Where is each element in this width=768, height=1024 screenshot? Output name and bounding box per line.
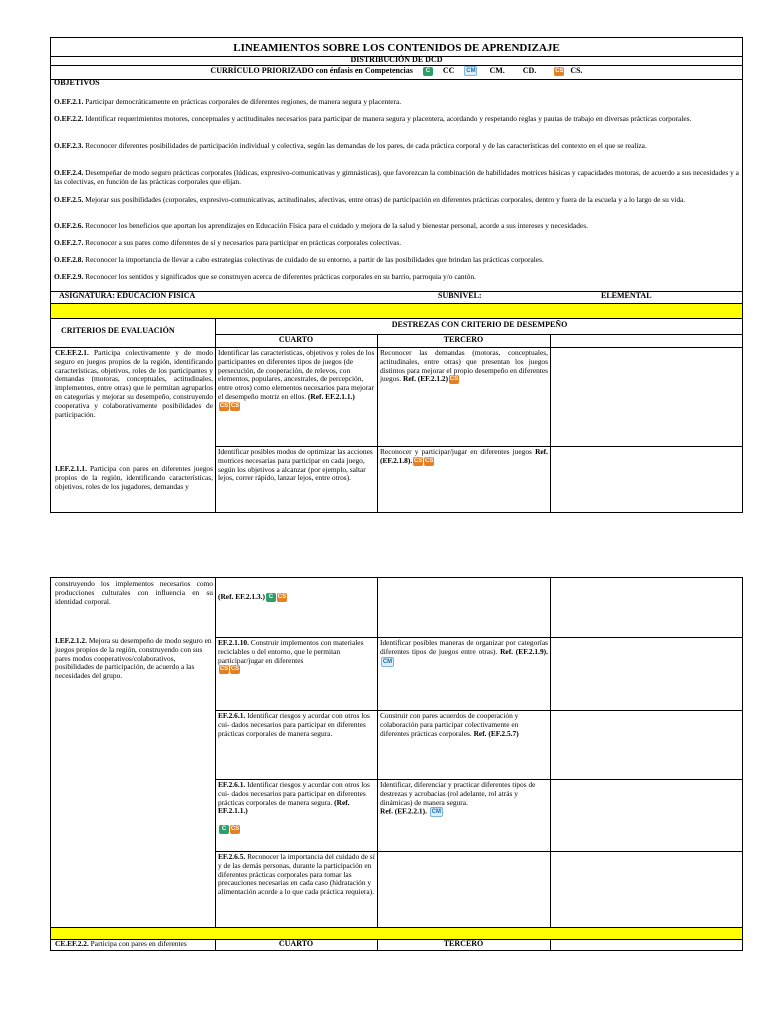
cuarto-ef-2-6-1-a: EF.2.6.1. Identificar riesgos y acordar con otros los cui- dados necesarios para participar en diferentes prácticas corporales de manera segura.: [218, 711, 370, 738]
objetivo-item: O.EF.2.6. Reconocer los beneficios que aportan los aprendizajes en Educación Física para el cuidado y mejora de la salud y bienestar personal, acorde a sus intereses y necesidades.: [54, 221, 588, 230]
tercero-ef-2-5-7: Construir con pares acuerdos de cooperación y colaboración para participar colectivamente en diferentes prácticas corporales. Ref. (EF.2.5.7): [380, 711, 519, 738]
cuarto-ref-2-1-3: (Ref. EF.2.1.3.) C CS: [218, 592, 287, 602]
cuarto-header-2: CUARTO: [278, 939, 314, 948]
tercero-destreza-1: Reconocer las demandas (motoras, conceptuales, actitudinales, entre otras) que presentan los juegos distintos para mejorar el propio desempeño en diferentes juegos. Ref. (EF.2.1.2) CS: [380, 348, 548, 384]
competency-cs-icon: CS: [414, 457, 423, 464]
yellow-band: [51, 304, 742, 318]
comp-cm: CM.: [489, 66, 505, 75]
competency-cs-icon: CS: [277, 594, 287, 600]
objetivo-item: O.EF.2.3. Reconocer diferentes posibilidades de participación individual y colectiva, según las demandas de los pares, de cada práctica corporal y de las características del contexto en el que se realiza.: [54, 141, 647, 150]
competency-c-icon: C: [219, 825, 229, 834]
competency-cs-icon: CS: [449, 376, 459, 383]
cuarto-ef-2-6-5: EF.2.6.5. Reconocer la importancia del cuidado de sí y de las demás personas, durante la participación en diferentes prácticas corporales para tomar las precauciones necesarias en cada caso (hidratación y alimentación acorde a lo que cada práctica requiera).: [218, 852, 375, 897]
objetivo-item: O.EF.2.2. Identificar requerimientos motores, conceptuales y actitudinales necesarios para participar de manera segura y placentera, acordando y respetando reglas y pautas de trabajo en diversas prácticas corporales.: [54, 114, 692, 123]
objetivo-item: O.EF.2.8. Reconocer la importancia de llevar a cabo estrategias colectivas de cuidado de su entorno, a partir de las posibilidades que brindan las prácticas corporales.: [54, 255, 544, 264]
asignatura-label: ASIGNATURA: EDUCACIÓN FÍSICA: [59, 291, 196, 300]
competency-cs-icon: CS: [555, 67, 564, 74]
comp-cd: CD.: [522, 66, 537, 75]
competency-cs-icon: CS: [230, 666, 240, 673]
elemental-label: ELEMENTAL: [601, 291, 652, 300]
competency-cs-icon: CS: [425, 457, 434, 464]
objetivo-item: O.EF.2.5. Mejorar sus posibilidades (corporales, expresivo-comunicativas, actitudinales, afectivas, entre otras) de participación en diferentes prácticas corporales, dentro y fuera de la escuela y a lo largo de su vida.: [54, 195, 686, 204]
cuarto-ef-2-1-10: EF.2.1.10. Construir implementos con materiales reciclables o del entorno, que le permitan participar/jugar en diferentes CS CS: [218, 638, 364, 673]
objetivo-item: O.EF.2.9. Reconocer los sentidos y significados que se construyen acerca de diferentes prácticas corporales en su barrio, parroquia y/o cantón.: [54, 272, 476, 281]
competency-cs-icon: CS: [219, 402, 229, 409]
page-2: [50, 577, 743, 951]
competency-cs-icon: CS: [230, 402, 240, 409]
destrezas-header: DESTREZAS CON CRITERIO DE DESEMPEÑO: [391, 320, 568, 329]
competency-cm-icon: CM: [382, 658, 393, 665]
criterio-continuacion: construyendo los implementos necesarios como producciones culturales con influencia en su identidad corporal.: [55, 579, 213, 606]
competency-c-icon: C: [423, 67, 433, 76]
objetivo-item: O.EF.2.4. Desempeñar de modo seguro prácticas corporales (lúdicas, expresivo-comunicativas y gimnásticas), que favorezcan la combinación de habilidades motrices básicas y capacidades motoras, de acuerdo a sus necesidades y a las colectivas, en función de las prácticas corporales que elijan.: [54, 168, 739, 186]
tercero-destreza-2: Reconocer y participar/jugar en diferentes juegos Ref. (EF.2.1.8). CS CS: [380, 447, 548, 465]
page-1: [50, 37, 743, 513]
ief-2-1-2: I.EF.2.1.2. Mejora su desempeño de modo seguro en juegos propios de la región, construyendo con sus pares modos cooperativos/colaborativos, posibilidades de participación, de acuerdo a las necesidades del grupo.: [55, 636, 212, 681]
competency-cm-icon: CM: [431, 809, 441, 816]
competency-cs-icon: CS: [230, 825, 240, 832]
document-subtitle: DISTRIBUCIÓN DE DCD: [350, 55, 443, 64]
competency-cm-icon: CM: [466, 68, 476, 75]
document-title: LINEAMIENTOS SOBRE LOS CONTENIDOS DE APRENDIZAJE: [233, 42, 560, 54]
cuarto-header: CUARTO: [278, 335, 314, 344]
cuarto-destreza-2: Identificar posibles modos de optimizar las acciones motrices necesarias para participar en cada juego, según los objetivos a alcanzar (por ejemplo, saltar lejos, correr rápido, lanzar lejos, entre otros).: [218, 447, 373, 483]
curriculo-label: CURRÍCULO PRIORIZADO con énfasis en Competencias: [210, 66, 413, 75]
ief-2-1-1: I.EF.2.1.1. Participa con pares en diferentes juegos propios de la región, identificando características, objetivos, roles de los jugadores, demandas y: [55, 464, 213, 491]
tercero-header: TERCERO: [443, 335, 484, 344]
subnivel-label: SUBNIVEL:: [438, 291, 482, 300]
criterios-header: CRITERIOS DE EVALUACIÓN: [61, 326, 175, 335]
cuarto-ef-2-6-1-b: EF.2.6.1. Identificar riesgos y acordar con otros los cui- dados necesarios para participar en diferentes prácticas corporales de manera segura. (Ref. EF.2.1.1.) C CS: [218, 780, 370, 832]
objetivos-heading: OBJETIVOS: [54, 78, 100, 87]
objetivo-item: O.EF.2.1. Participar democráticamente en prácticas corporales de diferentes regiones, de manera segura y placentera.: [54, 97, 402, 106]
curriculo-row: [51, 66, 742, 78]
comp-cc: CC: [442, 66, 455, 75]
cuarto-destreza-1: Identificar las características, objetivos y roles de los participantes en diferentes tipos de juegos (de persecución, de cooperación, de relevos, con elementos, populares, ancestrales, de percepción, entre otros) como elementos necesarios para mejorar el desempeño motriz en ellos. (Ref. EF.2.1.1.) CS CS: [218, 348, 375, 409]
objetivo-item: O.EF.2.7. Reconocer a sus pares como diferentes de sí y necesarios para participar en prácticas corporales colectivas.: [54, 238, 402, 247]
competency-c-icon: C: [266, 593, 276, 602]
comp-cs: CS.: [570, 66, 583, 75]
tercero-ef-2-2-1: Identificar, diferenciar y practicar diferentes tipos de destrezas y acrobacias (rol adelante, rol atrás y dinámicas) de manera segura. Ref. (EF.2.2.1). CM: [380, 780, 536, 817]
ce-ef-2-1: CE.EF.2.1. Participa colectivamente y de modo seguro en juegos propios de la región, identificando características, objetivos, roles de los participantes y demandas (motoras, conceptuales, actitudinales, implementos, entre otras) que le permitan agruparlos en categorías y mejorar su desempeño, construyendo cooperativa y colaborativamente posibilidades de participación.: [55, 348, 213, 419]
tercero-header-2: TERCERO: [443, 939, 484, 948]
ce-ef-2-2: CE.EF.2.2. Participa con pares en diferentes: [55, 939, 187, 948]
competency-cs-icon: CS: [219, 666, 229, 673]
tercero-ef-2-1-9: Identificar posibles maneras de organizar por categorías diferentes tipos de juegos entre otras). Ref. (EF.2.1.9).CM: [380, 638, 548, 665]
